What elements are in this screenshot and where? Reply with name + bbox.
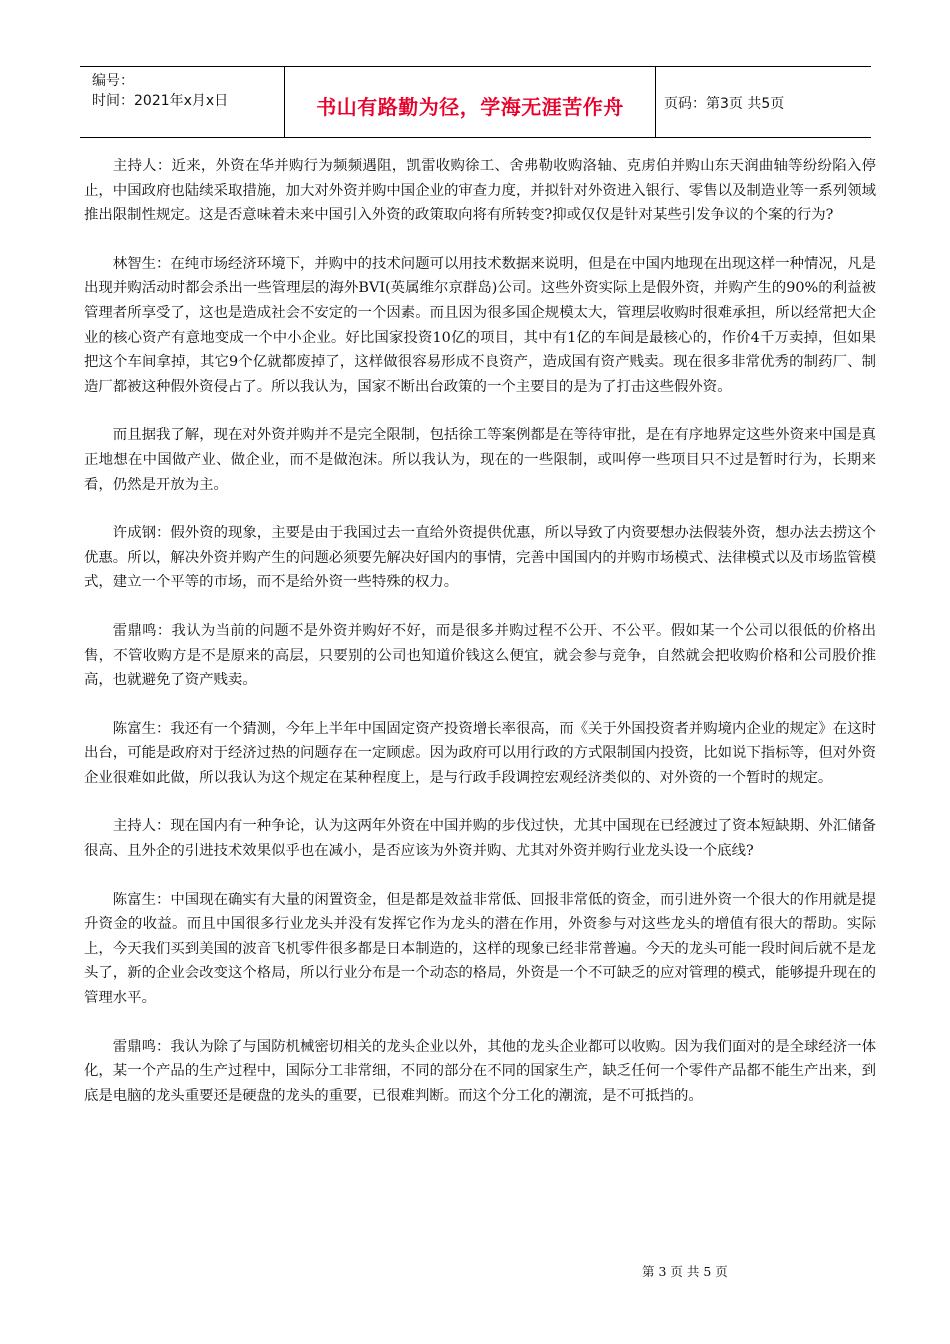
paragraph: 陈富生：我还有一个猜测，今年上半年中国固定资产投资增长率很高，而《关于外国投资者并购境内企业的规定》在这时出台，可能是政府对于经济过热的问题存在一定顾虑。因为政府可以用行政的方式限制国内投资，比如说下指标等，但对外资企业很难如此做，所以我认为这个规定在某种程度上，是与行政手段调控宏观经济类似的、对外资的一个暂时的规定。 xyxy=(84,720,876,786)
paragraph: 林智生：在纯市场经济环境下，并购中的技术问题可以用技术数据来说明，但是在中国内地现在出现这样一种情况，凡是出现并购活动时都会杀出一些管理层的海外BVI(英属维尔京群岛)公司。这些外资实际上是假外资，并购产生的90%的利益被管理者所享受了，这也是造成社会不安定的一个因素。而且因为很多国企规模太大，管理层收购时很难承担，所以经常把大企业的核心资产有意地变成一个中小企业。好比国家投资10亿的项目，其中有1亿的车间是最核心的，作价4千万卖掉，但如果把这个车间拿掉，其它9个亿就都废掉了，这样做很容易形成不良资产，造成国有资产贱卖。现在很多非常优秀的制药厂、制造厂都被这种假外资侵占了。所以我认为，国家不断出台政策的一个主要目的是为了打击这些假外资。 xyxy=(84,255,876,395)
paragraph: 许成钢：假外资的现象，主要是由于我国过去一直给外资提供优惠，所以导致了内资要想办法假装外资，想办法去捞这个优惠。所以，解决外资并购产生的问题必须要先解决好国内的事情，完善中国国内的并购市场模式、法律模式以及市场监管模式，建立一个平等的市场，而不是给外资一些特殊的权力。 xyxy=(84,525,876,591)
paragraph: 雷鼎鸣：我认为除了与国防机械密切相关的龙头企业以外，其他的龙头企业都可以收购。因为我们面对的是全球经济一体化，某一个产品的生产过程中，国际分工非常细，不同的部分在不同的国家生产，缺乏任何一个零件产品都不能生产出来，到底是电脑的龙头重要还是硬盘的龙头的重要，已很难判断。而这个分工化的潮流，是不可抵挡的。 xyxy=(84,1038,876,1104)
header-table xyxy=(80,66,871,138)
time-label: 时间：2021年x月x日 xyxy=(92,93,229,109)
paragraph: 主持人：现在国内有一种争论，认为这两年外资在中国并购的步伐过快，尤其中国现在已经渡过了资本短缺期、外汇储备很高、且外企的引进技术效果似乎也在减小，是否应该为外资并购、尤其对外资并购行业龙头设一个底线? xyxy=(84,818,876,860)
header-page-cell xyxy=(656,67,871,137)
page-label: 页码：第3页 共5页 xyxy=(664,96,785,112)
serial-label: 编号： xyxy=(92,73,134,89)
paragraph: 而且据我了解，现在对外资并购并不是完全限制，包括徐工等案例都是在等待审批，是在有序地界定这些外资来中国是真正地想在中国做产业、做企业，而不是做泡沫。所以我认为，现在的一些限制，或叫停一些项目只不过是暂时行为，长期来看，仍然是开放为主。 xyxy=(84,427,876,493)
page-footer: 第 3 页 共 5 页 xyxy=(642,1264,728,1279)
header-motto-cell xyxy=(284,67,656,137)
document-body xyxy=(84,154,876,1132)
motto-text: 书山有路勤为径，学海无涯苦作舟 xyxy=(316,94,624,119)
paragraph: 主持人：近来，外资在华并购行为频频遇阻，凯雷收购徐工、舍弗勒收购洛轴、克虏伯并购山东天润曲轴等纷纷陷入停止，中国政府也陆续采取措施，加大对外资并购中国企业的审查力度，并拟针对外资进入银行、零售以及制造业等一系列领域推出限制性规定。这是否意味着未来中国引入外资的政策取向将有所转变?抑或仅仅是针对某些引发争议的个案的行为? xyxy=(84,158,876,224)
header-info-cell xyxy=(80,67,284,137)
paragraph: 雷鼎鸣：我认为当前的问题不是外资并购好不好，而是很多并购过程不公开、不公平。假如某一个公司以很低的价格出售，不管收购方是不是原来的高层，只要别的公司也知道价钱这么便宜，就会参与竞争，自然就会把收购价格和公司股价推高，也就避免了资产贱卖。 xyxy=(84,622,876,689)
paragraph: 陈富生：中国现在确实有大量的闲置资金，但是都是效益非常低、回报非常低的资金，而引进外资一个很大的作用就是提升资金的收益。而且中国很多行业龙头并没有发挥它作为龙头的潜在作用，外资参与对这些龙头的增值有很大的帮助。实际上，今天我们买到美国的波音飞机零件很多都是日本制造的，这样的现象已经非常普遍。今天的龙头可能一段时间后就不是龙头了，新的企业会改变这个格局，所以行业分布是一个动态的格局，外资是一个不可缺乏的应对管理的模式，能够提升现在的管理水平。 xyxy=(84,891,876,1007)
